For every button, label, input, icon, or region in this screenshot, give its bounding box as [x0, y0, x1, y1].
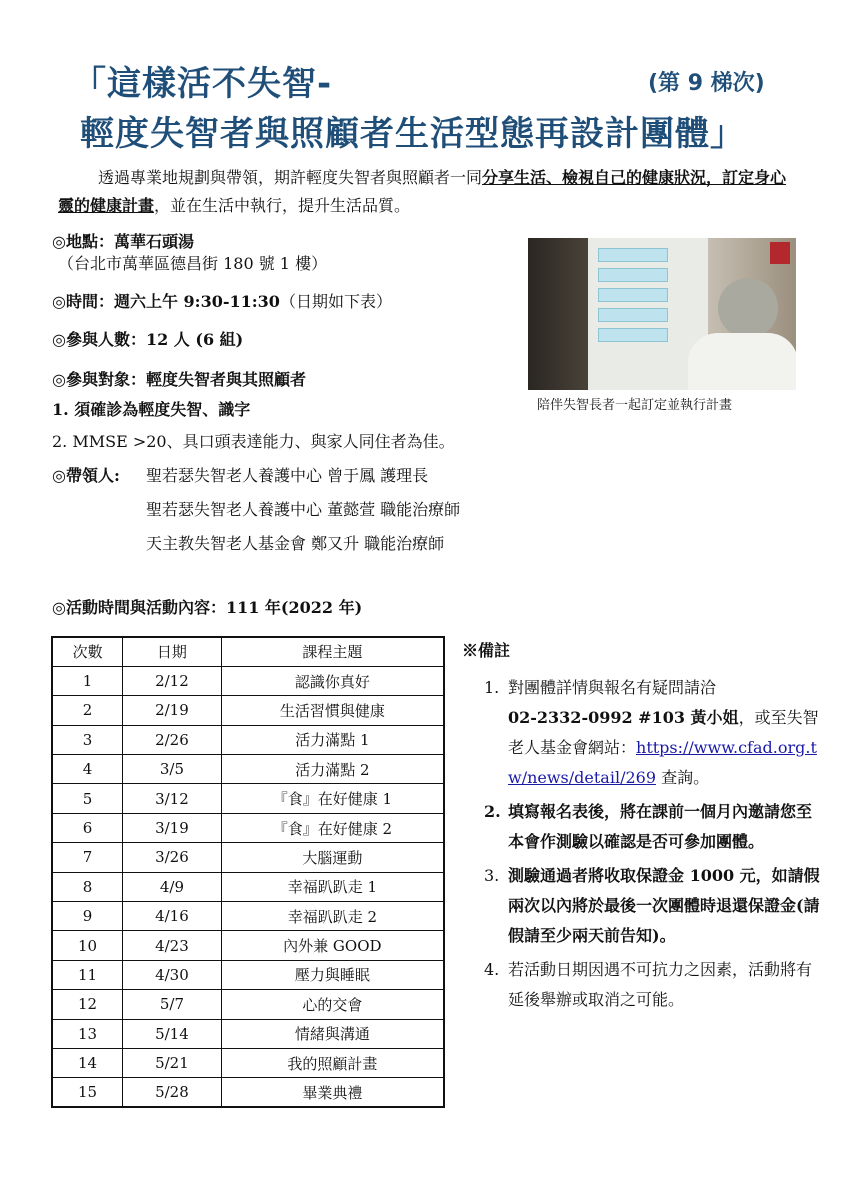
session-topic: 我的照顧計畫	[221, 1048, 444, 1077]
title-line-1: 「這樣活不失智-	[72, 64, 333, 104]
table-row	[52, 931, 444, 960]
table-row	[52, 1019, 444, 1048]
session-number: 2	[52, 696, 123, 725]
session-number: 5	[52, 784, 123, 813]
note-number: 2.	[484, 802, 501, 821]
leaders-label: ◎帶領人:	[52, 466, 120, 485]
photo-card	[598, 328, 668, 342]
session-topic: 『食』在好健康 2	[221, 813, 444, 842]
location-name: 萬華石頭湯	[113, 232, 194, 251]
schedule-heading: ◎活動時間與活動內容：111 年(2022 年)	[52, 598, 363, 617]
photo-caption: 陪伴失智長者一起訂定並執行計畫	[537, 398, 733, 413]
note-item	[462, 861, 822, 951]
column-header: 課程主題	[221, 637, 444, 666]
participants-label: ◎參與人數：	[52, 330, 146, 349]
session-number: 4	[52, 755, 123, 784]
time-label: ◎時間：	[52, 292, 114, 311]
session-date: 4/23	[123, 931, 222, 960]
table-row	[52, 1078, 444, 1107]
session-date: 3/12	[123, 784, 222, 813]
table-row	[52, 725, 444, 754]
photo-red-decoration	[770, 242, 790, 264]
round-number: (第 9 梯次)	[648, 71, 765, 96]
location-label: ◎地點：	[52, 232, 114, 251]
session-number: 10	[52, 931, 123, 960]
photo-person-body	[688, 333, 796, 390]
session-date: 4/9	[123, 872, 222, 901]
session-date: 5/14	[123, 1019, 222, 1048]
photo-card	[598, 248, 668, 262]
note-text: 填寫報名表後，將在課前一個月內邀請您至本會作測驗以確認是否可參加團體。	[508, 802, 813, 851]
target-criteria-1: 1. 須確診為輕度失智、識字	[52, 400, 251, 419]
note-item	[462, 797, 822, 857]
session-date: 4/16	[123, 902, 222, 931]
photo-card	[598, 288, 668, 302]
schedule-table	[51, 636, 445, 1108]
table-row	[52, 813, 444, 842]
participants-value: 12 人 (6 組)	[145, 330, 244, 349]
target-label: ◎參與對象：輕度失智者與其照顧者	[52, 370, 306, 389]
session-topic: 活力滿點 2	[221, 755, 444, 784]
session-date: 5/7	[123, 990, 222, 1019]
intro-highlight: 分享生活、檢視自己的健康狀況，訂定身心靈的健康計畫	[58, 168, 787, 215]
note-number: 3.	[484, 866, 500, 885]
photo-card	[598, 268, 668, 282]
time-note: （日期如下表）	[279, 292, 392, 311]
table-header-row	[52, 637, 444, 666]
note-text: ，或至失智老人基金會網站：	[508, 708, 819, 757]
intro-part-2: ，並在生活中執行，提升生活品質。	[154, 196, 411, 215]
contact-phone: 02-2332-0992 #103 黃小姐	[508, 708, 739, 727]
note-number: 1.	[484, 678, 500, 697]
photo-card	[598, 308, 668, 322]
participants-line	[52, 330, 243, 350]
session-date: 2/26	[123, 725, 222, 754]
location-address: （台北市萬華區德昌街 180 號 1 樓）	[58, 254, 328, 273]
session-topic: 『食』在好健康 1	[221, 784, 444, 813]
website-link[interactable]: https://www.cfad.org.tw/news/detail/269	[508, 738, 817, 787]
time-line	[52, 292, 392, 312]
session-topic: 幸福趴趴走 2	[221, 902, 444, 931]
activity-photo	[528, 238, 796, 390]
target-criteria-2: 2. MMSE >20、具口頭表達能力、與家人同住者為佳。	[52, 432, 455, 451]
session-date: 5/28	[123, 1078, 222, 1107]
session-number: 9	[52, 902, 123, 931]
session-topic: 心的交會	[221, 990, 444, 1019]
session-date: 4/30	[123, 960, 222, 989]
notes-heading: ※備註	[462, 641, 511, 660]
note-text: 查詢。	[656, 768, 710, 787]
intro-part-1: 透過專業地規劃與帶領，期許輕度失智者與照顧者一同	[98, 168, 483, 187]
table-row	[52, 784, 444, 813]
note-text: 若活動日期因遇不可抗力之因素，活動將有延後舉辦或取消之可能。	[508, 960, 813, 1009]
session-topic: 內外兼 GOOD	[221, 931, 444, 960]
table-row	[52, 755, 444, 784]
session-date: 3/19	[123, 813, 222, 842]
session-number: 8	[52, 872, 123, 901]
table-row	[52, 872, 444, 901]
session-number: 6	[52, 813, 123, 842]
session-date: 5/21	[123, 1048, 222, 1077]
notes-section	[462, 638, 822, 1015]
session-number: 11	[52, 960, 123, 989]
note-item	[462, 673, 822, 793]
table-row	[52, 990, 444, 1019]
table-row	[52, 960, 444, 989]
session-number: 7	[52, 843, 123, 872]
session-number: 1	[52, 666, 123, 695]
leader-item: 天主教失智老人基金會 鄭又升 職能治療師	[146, 534, 445, 553]
session-number: 12	[52, 990, 123, 1019]
photo-person-head	[718, 278, 778, 338]
session-topic: 認識你真好	[221, 666, 444, 695]
session-number: 3	[52, 725, 123, 754]
column-header: 次數	[52, 637, 123, 666]
session-date: 2/12	[123, 666, 222, 695]
session-topic: 幸福趴趴走 1	[221, 872, 444, 901]
location-line	[52, 232, 194, 252]
column-header: 日期	[123, 637, 222, 666]
note-text: 測驗通過者將收取保證金 1000 元，如請假兩次以內將於最後一次團體時退還保證金(請假請至少兩天前告知)。	[508, 866, 820, 945]
table-row	[52, 843, 444, 872]
table-row	[52, 666, 444, 695]
session-topic: 壓力與睡眠	[221, 960, 444, 989]
leader-item: 聖若瑟失智老人養護中心 董懿萱 職能治療師	[146, 500, 461, 519]
table-row	[52, 1048, 444, 1077]
session-date: 3/5	[123, 755, 222, 784]
session-number: 15	[52, 1078, 123, 1107]
table-row	[52, 902, 444, 931]
title-line-2: 輕度失智者與照顧者生活型態再設計團體」	[80, 114, 745, 154]
table-row	[52, 696, 444, 725]
time-value: 週六上午 9:30-11:30	[113, 292, 280, 311]
session-date: 2/19	[123, 696, 222, 725]
note-number: 4.	[484, 960, 500, 979]
session-date: 3/26	[123, 843, 222, 872]
session-number: 13	[52, 1019, 123, 1048]
session-topic: 畢業典禮	[221, 1078, 444, 1107]
leader-item: 聖若瑟失智老人養護中心 曾于鳳 護理長	[146, 466, 429, 485]
session-topic: 情緒與溝通	[221, 1019, 444, 1048]
session-topic: 活力滿點 1	[221, 725, 444, 754]
intro-paragraph	[58, 164, 798, 220]
note-item	[462, 955, 822, 1015]
session-topic: 大腦運動	[221, 843, 444, 872]
session-number: 14	[52, 1048, 123, 1077]
note-text: 對團體詳情與報名有疑問請洽	[508, 678, 717, 697]
session-topic: 生活習慣與健康	[221, 696, 444, 725]
